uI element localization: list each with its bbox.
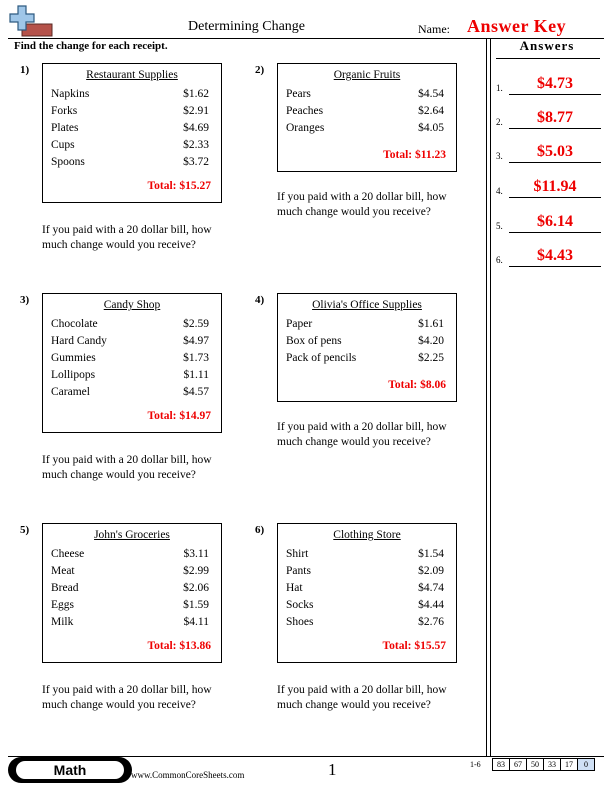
receipt [277,63,457,172]
answer-line [509,162,601,163]
problem-question: If you paid with a 20 dollar bill, how much change would you receive? [42,224,212,251]
answer-row [496,141,602,163]
score-cell: 67 [510,759,527,771]
problem-question: If you paid with a 20 dollar bill, how much change would you receive? [277,684,447,711]
problem-question: If you paid with a 20 dollar bill, how much change would you receive? [42,684,212,711]
page-number: 1 [328,760,337,779]
answer-number: 2. [496,117,503,127]
receipt-item: Forks $2.91 [51,105,209,117]
receipt-item: Box of pens $4.20 [286,335,444,347]
answer-number: 1. [496,83,503,93]
receipt [42,523,222,663]
answer-value: $8.77 [537,109,573,126]
answer-value: $4.73 [537,75,573,92]
receipt-item: Oranges $4.05 [286,122,444,134]
score-cell: 33 [544,759,561,771]
problem-question: If you paid with a 20 dollar bill, how much change would you receive? [277,191,447,218]
answer-line [509,197,601,198]
receipt-item: Pants $2.09 [286,565,444,577]
store-name: Restaurant Supplies [86,69,178,81]
store-name: Candy Shop [103,299,161,311]
answer-row [496,107,602,129]
answer-row [496,176,602,198]
receipt-item: Pears $4.54 [286,88,444,100]
website-link[interactable]: www.CommonCoreSheets.com [131,770,245,780]
receipt-item: Lollipops $1.11 [51,369,209,381]
answer-value: $4.43 [537,247,573,264]
problem-question: If you paid with a 20 dollar bill, how much change would you receive? [277,421,447,448]
problem-range: 1-6 [470,760,481,769]
problem-number: 4) [255,294,265,306]
receipt-item: Gummies $1.73 [51,352,209,364]
answer-number: 6. [496,255,503,265]
answer-value: $6.14 [537,213,573,230]
problem-number: 6) [255,524,265,536]
receipt-total: Total: $13.86 [147,640,211,652]
answer-row [496,245,602,267]
score-cell: 83 [493,759,510,771]
receipt-item: Hat $4.74 [286,582,444,594]
receipt-total: Total: $15.57 [382,640,446,652]
score-cell: 17 [561,759,578,771]
receipt-item: Cups $2.33 [51,139,209,151]
page-title: Determining Change [188,19,306,34]
receipt-item: Shoes $2.76 [286,616,444,628]
receipt-item: Spoons $3.72 [51,156,209,168]
receipt-total: Total: $8.06 [388,379,446,391]
receipt-item: Socks $4.44 [286,599,444,611]
receipt-item: Meat $2.99 [51,565,209,577]
score-table [492,758,595,771]
receipt-total: Total: $11.23 [383,149,446,161]
problem-number: 2) [255,64,265,76]
score-cell: 0 [578,759,595,771]
column-divider [490,38,491,756]
receipt-item: Eggs $1.59 [51,599,209,611]
problem-number: 5) [20,524,30,536]
receipt-total: Total: $14.97 [147,410,211,422]
subject-badge: Math [14,759,126,781]
store-name: Organic Fruits [333,69,401,81]
receipt-item: Paper $1.61 [286,318,444,330]
receipt-item: Cheese $3.11 [51,548,209,560]
receipt-item: Pack of pencils $2.25 [286,352,444,364]
receipt-item: Napkins $1.62 [51,88,209,100]
answer-value: $11.94 [533,178,577,195]
store-name: Clothing Store [333,529,401,541]
column-divider [486,38,487,756]
problem-number: 1) [20,64,30,76]
answer-key-label: Answer Key [467,16,567,36]
receipt [42,293,222,433]
receipt [277,293,457,402]
receipt-item: Shirt $1.54 [286,548,444,560]
receipt-item: Hard Candy $4.97 [51,335,209,347]
answer-line [509,266,601,267]
answer-line [509,94,601,95]
receipt-item: Plates $4.69 [51,122,209,134]
receipt [277,523,457,663]
receipt-item: Bread $2.06 [51,582,209,594]
answer-value: $5.03 [537,143,573,160]
plus-logo-icon [8,4,54,40]
receipt-total: Total: $15.27 [147,180,211,192]
receipt-item: Caramel $4.57 [51,386,209,398]
answer-number: 5. [496,221,503,231]
store-name: Olivia's Office Supplies [312,299,422,311]
answer-number: 3. [496,151,503,161]
receipt-item: Peaches $2.64 [286,105,444,117]
store-name: John's Groceries [94,529,170,541]
answers-heading: Answers [519,38,575,53]
problem-question: If you paid with a 20 dollar bill, how much change would you receive? [42,454,212,481]
answer-number: 4. [496,186,503,196]
receipt-item: Chocolate $2.59 [51,318,209,330]
answer-row [496,73,602,95]
instructions: Find the change for each receipt. [14,40,168,52]
answer-line [509,232,601,233]
answer-line [509,128,601,129]
score-cell: 50 [527,759,544,771]
answers-heading-underline [496,58,600,59]
problem-number: 3) [20,294,30,306]
receipt-item: Milk $4.11 [51,616,209,628]
answer-row [496,211,602,233]
name-label: Name: [418,22,450,36]
receipt [42,63,222,203]
